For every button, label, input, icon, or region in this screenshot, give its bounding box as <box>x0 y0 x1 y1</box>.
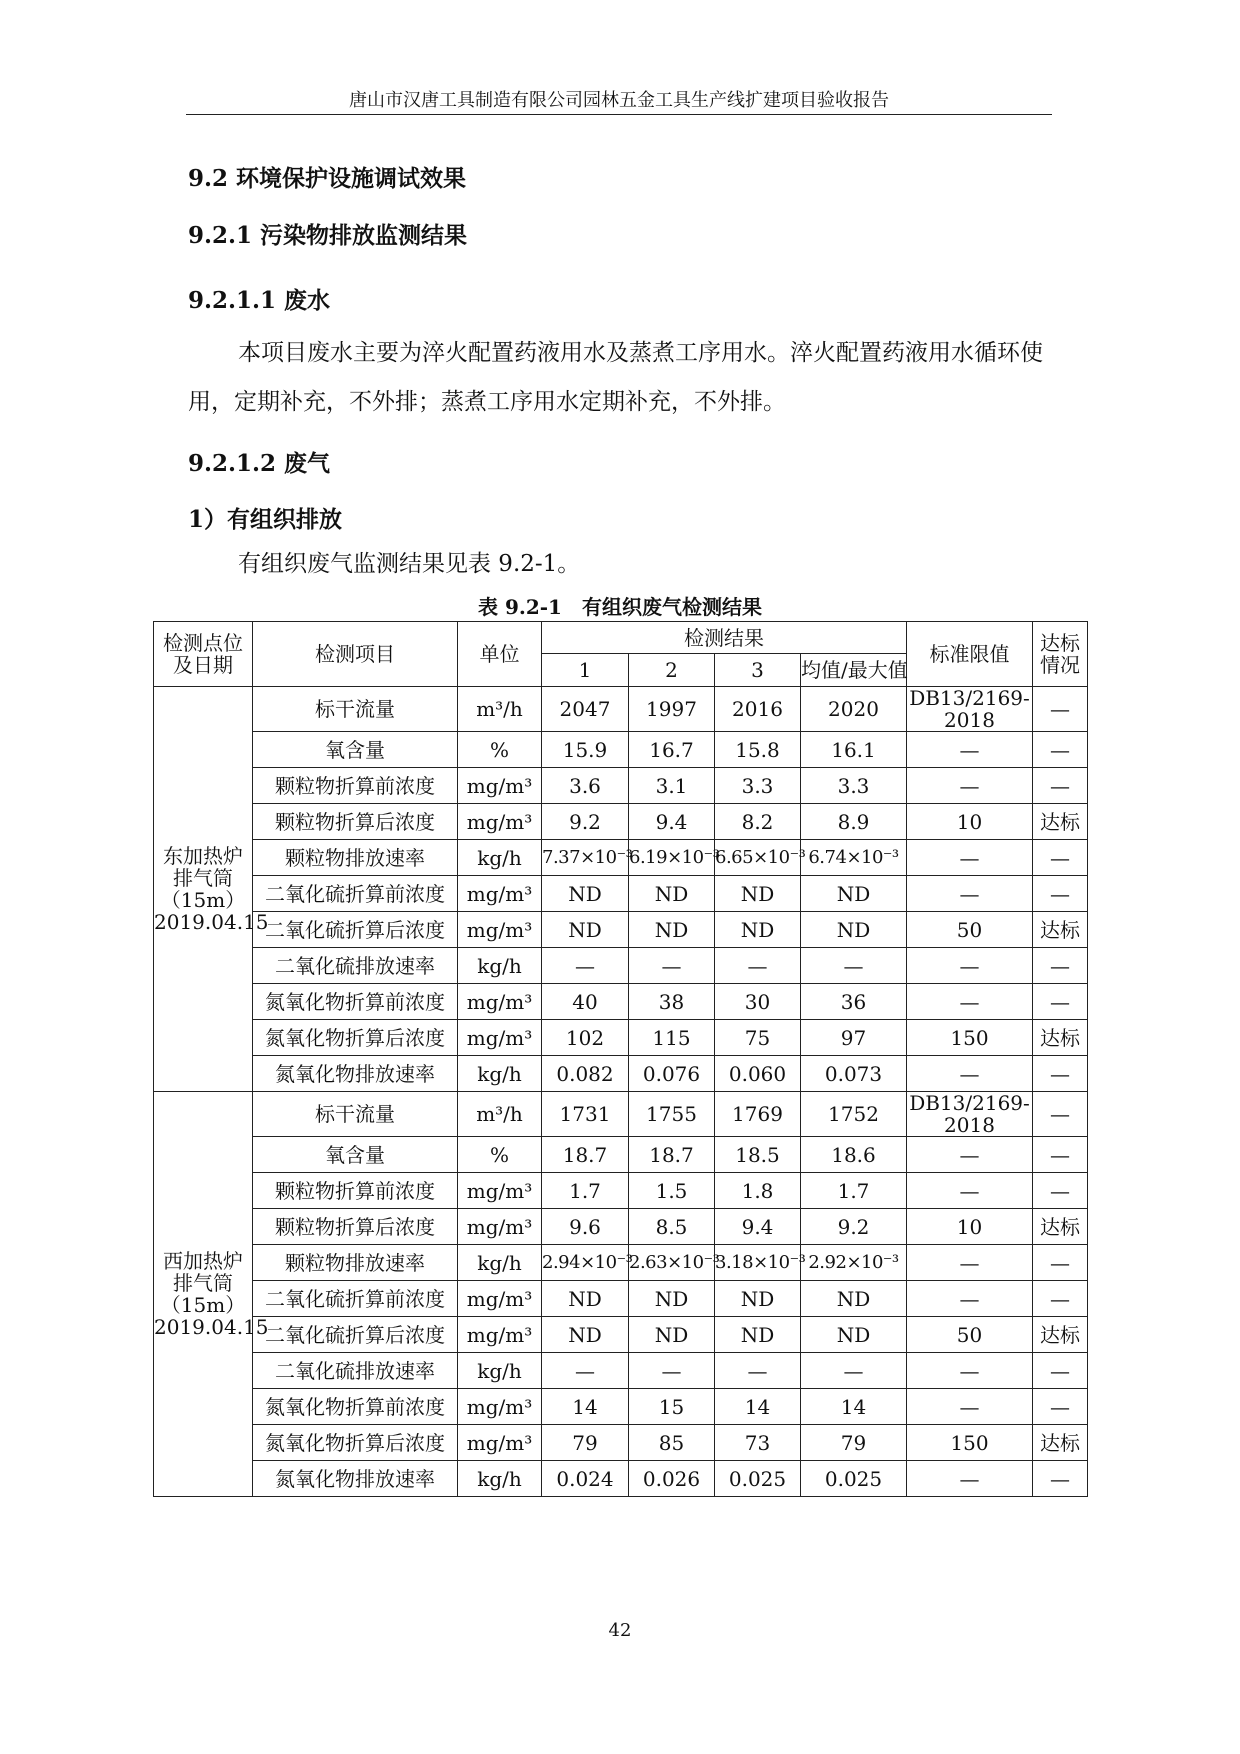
cell-unit: kg/h <box>458 1245 542 1281</box>
cell-item: 颗粒物折算前浓度 <box>253 1173 458 1209</box>
cell-status: — <box>1033 840 1088 876</box>
cell-limit: 150 <box>907 1020 1033 1056</box>
cell-item: 氮氧化物折算前浓度 <box>253 984 458 1020</box>
cell-item: 颗粒物折算后浓度 <box>253 804 458 840</box>
cell-result-2: — <box>629 948 715 984</box>
section-heading-organized-emission: 1）有组织排放 <box>188 506 343 533</box>
cell-item: 二氧化硫排放速率 <box>253 948 458 984</box>
emission-results-table <box>153 621 1088 1497</box>
cell-result-2: 8.5 <box>629 1209 715 1245</box>
cell-item: 标干流量 <box>253 687 458 732</box>
header-item: 检测项目 <box>253 622 458 687</box>
cell-result-3: 73 <box>715 1425 801 1461</box>
cell-status: 达标 <box>1033 912 1088 948</box>
cell-average: ND <box>801 1281 907 1317</box>
table-row <box>154 1353 1088 1389</box>
table-row <box>154 1137 1088 1173</box>
cell-result-3: ND <box>715 1317 801 1353</box>
cell-average: — <box>801 1353 907 1389</box>
cell-result-3: 2016 <box>715 687 801 732</box>
cell-result-1: 7.37×10⁻³ <box>542 840 629 876</box>
cell-limit: — <box>907 1173 1033 1209</box>
cell-result-2: 0.026 <box>629 1461 715 1497</box>
cell-limit: — <box>907 840 1033 876</box>
cell-status: — <box>1033 732 1088 768</box>
cell-item: 颗粒物排放速率 <box>253 1245 458 1281</box>
cell-limit: — <box>907 1353 1033 1389</box>
header-results: 检测结果 <box>542 622 907 654</box>
cell-result-2: 1.5 <box>629 1173 715 1209</box>
cell-result-3: 1769 <box>715 1092 801 1137</box>
header-result-3: 3 <box>715 654 801 687</box>
cell-unit: mg/m³ <box>458 768 542 804</box>
cell-status: 达标 <box>1033 804 1088 840</box>
cell-result-2: 18.7 <box>629 1137 715 1173</box>
cell-average: ND <box>801 1317 907 1353</box>
cell-average: 0.025 <box>801 1461 907 1497</box>
cell-status: — <box>1033 1056 1088 1092</box>
cell-result-2: 15 <box>629 1389 715 1425</box>
cell-result-2: 1755 <box>629 1092 715 1137</box>
table-row <box>154 1056 1088 1092</box>
cell-result-3: 15.8 <box>715 732 801 768</box>
table-row <box>154 1020 1088 1056</box>
cell-result-1: 79 <box>542 1425 629 1461</box>
cell-result-1: 2047 <box>542 687 629 732</box>
cell-unit: mg/m³ <box>458 1209 542 1245</box>
table-row <box>154 1209 1088 1245</box>
cell-result-2: 38 <box>629 984 715 1020</box>
cell-status: — <box>1033 984 1088 1020</box>
table-row <box>154 1389 1088 1425</box>
header-unit: 单位 <box>458 622 542 687</box>
table-row <box>154 876 1088 912</box>
table-row <box>154 984 1088 1020</box>
cell-status: 达标 <box>1033 1020 1088 1056</box>
cell-limit: — <box>907 732 1033 768</box>
header-result-2: 2 <box>629 654 715 687</box>
cell-result-1: ND <box>542 1281 629 1317</box>
cell-limit: — <box>907 984 1033 1020</box>
cell-status: — <box>1033 687 1088 732</box>
cell-limit: DB13/2169-2018 <box>907 687 1033 732</box>
cell-status: 达标 <box>1033 1425 1088 1461</box>
table-row <box>154 1092 1088 1137</box>
cell-average: 36 <box>801 984 907 1020</box>
table-row <box>154 840 1088 876</box>
cell-status: — <box>1033 1353 1088 1389</box>
cell-average: — <box>801 948 907 984</box>
header-limit: 标准限值 <box>907 622 1033 687</box>
cell-result-2: ND <box>629 912 715 948</box>
cell-average: 1.7 <box>801 1173 907 1209</box>
header-divider <box>186 114 1052 115</box>
cell-result-2: — <box>629 1353 715 1389</box>
cell-result-3: 14 <box>715 1389 801 1425</box>
cell-unit: m³/h <box>458 687 542 732</box>
cell-result-3: ND <box>715 912 801 948</box>
cell-unit: kg/h <box>458 948 542 984</box>
header-status: 达标情况 <box>1033 622 1088 687</box>
cell-limit: 50 <box>907 912 1033 948</box>
cell-unit: kg/h <box>458 1461 542 1497</box>
cell-result-3: — <box>715 948 801 984</box>
cell-result-1: — <box>542 948 629 984</box>
cell-average: 6.74×10⁻³ <box>801 840 907 876</box>
cell-limit: — <box>907 1389 1033 1425</box>
section-heading-9-2: 9.2 环境保护设施调试效果 <box>188 165 467 192</box>
cell-average: 18.6 <box>801 1137 907 1173</box>
cell-result-1: 15.9 <box>542 732 629 768</box>
cell-average: ND <box>801 912 907 948</box>
cell-limit: 50 <box>907 1317 1033 1353</box>
wastewater-paragraph <box>188 329 1052 427</box>
section-heading-exhaust: 9.2.1.2 废气 <box>188 450 331 477</box>
cell-result-3: 3.3 <box>715 768 801 804</box>
cell-unit: mg/m³ <box>458 984 542 1020</box>
cell-limit: DB13/2169-2018 <box>907 1092 1033 1137</box>
table-header <box>154 622 1088 687</box>
cell-result-1: 1.7 <box>542 1173 629 1209</box>
cell-result-1: 2.94×10⁻³ <box>542 1245 629 1281</box>
header-result-1: 1 <box>542 654 629 687</box>
cell-status: — <box>1033 1092 1088 1137</box>
cell-average: 9.2 <box>801 1209 907 1245</box>
cell-average: 14 <box>801 1389 907 1425</box>
cell-status: — <box>1033 768 1088 804</box>
cell-average: 1752 <box>801 1092 907 1137</box>
cell-result-2: ND <box>629 1281 715 1317</box>
cell-status: — <box>1033 1245 1088 1281</box>
reference-paragraph <box>188 540 1052 589</box>
cell-item: 颗粒物折算后浓度 <box>253 1209 458 1245</box>
page-header: 唐山市汉唐工具制造有限公司园林五金工具生产线扩建项目验收报告 <box>349 90 889 111</box>
cell-result-2: 85 <box>629 1425 715 1461</box>
cell-result-1: ND <box>542 912 629 948</box>
cell-status: — <box>1033 876 1088 912</box>
table-row <box>154 1173 1088 1209</box>
cell-location: 东加热炉排气筒（15m）2019.04.15 <box>154 687 253 1092</box>
cell-result-3: 9.4 <box>715 1209 801 1245</box>
cell-limit: 10 <box>907 804 1033 840</box>
cell-result-2: 0.076 <box>629 1056 715 1092</box>
cell-result-1: 9.2 <box>542 804 629 840</box>
cell-result-1: 14 <box>542 1389 629 1425</box>
cell-result-3: 30 <box>715 984 801 1020</box>
cell-result-3: 0.025 <box>715 1461 801 1497</box>
cell-unit: kg/h <box>458 840 542 876</box>
cell-status: — <box>1033 1137 1088 1173</box>
cell-limit: — <box>907 768 1033 804</box>
cell-result-3: 0.060 <box>715 1056 801 1092</box>
cell-item: 二氧化硫排放速率 <box>253 1353 458 1389</box>
cell-result-3: 18.5 <box>715 1137 801 1173</box>
cell-result-1: 0.024 <box>542 1461 629 1497</box>
cell-average: 16.1 <box>801 732 907 768</box>
table-row <box>154 1425 1088 1461</box>
table-row <box>154 1461 1088 1497</box>
cell-status: 达标 <box>1033 1209 1088 1245</box>
cell-average: 97 <box>801 1020 907 1056</box>
cell-unit: mg/m³ <box>458 1173 542 1209</box>
cell-item: 二氧化硫折算前浓度 <box>253 1281 458 1317</box>
cell-item: 氮氧化物排放速率 <box>253 1461 458 1497</box>
cell-unit: mg/m³ <box>458 804 542 840</box>
cell-item: 颗粒物排放速率 <box>253 840 458 876</box>
cell-status: — <box>1033 1389 1088 1425</box>
cell-result-2: 16.7 <box>629 732 715 768</box>
cell-result-3: 3.18×10⁻³ <box>715 1245 801 1281</box>
cell-limit: — <box>907 1137 1033 1173</box>
cell-result-2: ND <box>629 1317 715 1353</box>
cell-item: 氧含量 <box>253 732 458 768</box>
page-number: 42 <box>608 1620 632 1641</box>
cell-unit: % <box>458 732 542 768</box>
cell-average: ND <box>801 876 907 912</box>
cell-limit: 10 <box>907 1209 1033 1245</box>
cell-average: 8.9 <box>801 804 907 840</box>
cell-limit: — <box>907 948 1033 984</box>
table-row <box>154 948 1088 984</box>
table-row <box>154 1317 1088 1353</box>
cell-result-2: ND <box>629 876 715 912</box>
cell-result-2: 3.1 <box>629 768 715 804</box>
header-location: 检测点位及日期 <box>154 622 253 687</box>
cell-result-1: ND <box>542 876 629 912</box>
cell-item: 氮氧化物排放速率 <box>253 1056 458 1092</box>
cell-unit: kg/h <box>458 1056 542 1092</box>
cell-unit: mg/m³ <box>458 876 542 912</box>
section-heading-wastewater: 9.2.1.1 废水 <box>188 287 331 314</box>
cell-unit: mg/m³ <box>458 1389 542 1425</box>
cell-average: 0.073 <box>801 1056 907 1092</box>
cell-result-2: 6.19×10⁻³ <box>629 840 715 876</box>
cell-item: 颗粒物折算前浓度 <box>253 768 458 804</box>
cell-result-2: 2.63×10⁻³ <box>629 1245 715 1281</box>
cell-item: 二氧化硫折算前浓度 <box>253 876 458 912</box>
wastewater-text: 本项目废水主要为淬火配置药液用水及蒸煮工序用水。淬火配置药液用水循环使用，定期补充，不外排；蒸煮工序用水定期补充，不外排。 <box>188 340 1043 415</box>
cell-unit: kg/h <box>458 1353 542 1389</box>
cell-status: — <box>1033 1461 1088 1497</box>
cell-limit: 150 <box>907 1425 1033 1461</box>
cell-result-1: 1731 <box>542 1092 629 1137</box>
cell-unit: mg/m³ <box>458 1020 542 1056</box>
cell-result-1: 9.6 <box>542 1209 629 1245</box>
section-heading-9-2-1: 9.2.1 污染物排放监测结果 <box>188 222 468 249</box>
table-row <box>154 1281 1088 1317</box>
cell-result-3: ND <box>715 876 801 912</box>
cell-result-1: 0.082 <box>542 1056 629 1092</box>
cell-result-1: 18.7 <box>542 1137 629 1173</box>
cell-result-3: 1.8 <box>715 1173 801 1209</box>
cell-status: — <box>1033 948 1088 984</box>
cell-result-1: ND <box>542 1317 629 1353</box>
cell-result-1: 40 <box>542 984 629 1020</box>
cell-limit: — <box>907 1056 1033 1092</box>
cell-result-3: ND <box>715 1281 801 1317</box>
cell-average: 79 <box>801 1425 907 1461</box>
header-average: 均值/最大值 <box>801 654 907 687</box>
cell-status: 达标 <box>1033 1317 1088 1353</box>
cell-result-3: 6.65×10⁻³ <box>715 840 801 876</box>
table-row <box>154 1245 1088 1281</box>
cell-unit: mg/m³ <box>458 912 542 948</box>
cell-item: 氧含量 <box>253 1137 458 1173</box>
cell-unit: mg/m³ <box>458 1425 542 1461</box>
table-body <box>154 687 1088 1497</box>
cell-result-3: 75 <box>715 1020 801 1056</box>
cell-average: 2020 <box>801 687 907 732</box>
cell-result-1: 102 <box>542 1020 629 1056</box>
cell-result-3: 8.2 <box>715 804 801 840</box>
cell-item: 二氧化硫折算后浓度 <box>253 1317 458 1353</box>
cell-status: — <box>1033 1173 1088 1209</box>
cell-limit: — <box>907 876 1033 912</box>
table-row <box>154 912 1088 948</box>
cell-unit: m³/h <box>458 1092 542 1137</box>
cell-item: 标干流量 <box>253 1092 458 1137</box>
cell-result-2: 115 <box>629 1020 715 1056</box>
cell-location: 西加热炉排气筒（15m）2019.04.15 <box>154 1092 253 1497</box>
cell-status: — <box>1033 1281 1088 1317</box>
table-row <box>154 732 1088 768</box>
cell-item: 二氧化硫折算后浓度 <box>253 912 458 948</box>
cell-result-1: — <box>542 1353 629 1389</box>
cell-unit: mg/m³ <box>458 1317 542 1353</box>
cell-average: 3.3 <box>801 768 907 804</box>
table-row <box>154 804 1088 840</box>
cell-limit: — <box>907 1461 1033 1497</box>
cell-result-2: 1997 <box>629 687 715 732</box>
cell-average: 2.92×10⁻³ <box>801 1245 907 1281</box>
cell-item: 氮氧化物折算后浓度 <box>253 1020 458 1056</box>
table-row <box>154 687 1088 732</box>
cell-limit: — <box>907 1281 1033 1317</box>
cell-unit: mg/m³ <box>458 1281 542 1317</box>
cell-result-2: 9.4 <box>629 804 715 840</box>
reference-text: 有组织废气监测结果见表 9.2-1。 <box>238 551 581 577</box>
cell-result-3: — <box>715 1353 801 1389</box>
cell-item: 氮氧化物折算前浓度 <box>253 1389 458 1425</box>
cell-item: 氮氧化物折算后浓度 <box>253 1425 458 1461</box>
cell-unit: % <box>458 1137 542 1173</box>
cell-result-1: 3.6 <box>542 768 629 804</box>
cell-limit: — <box>907 1245 1033 1281</box>
table-caption: 表 9.2-1 有组织废气检测结果 <box>478 595 762 619</box>
table-row <box>154 768 1088 804</box>
